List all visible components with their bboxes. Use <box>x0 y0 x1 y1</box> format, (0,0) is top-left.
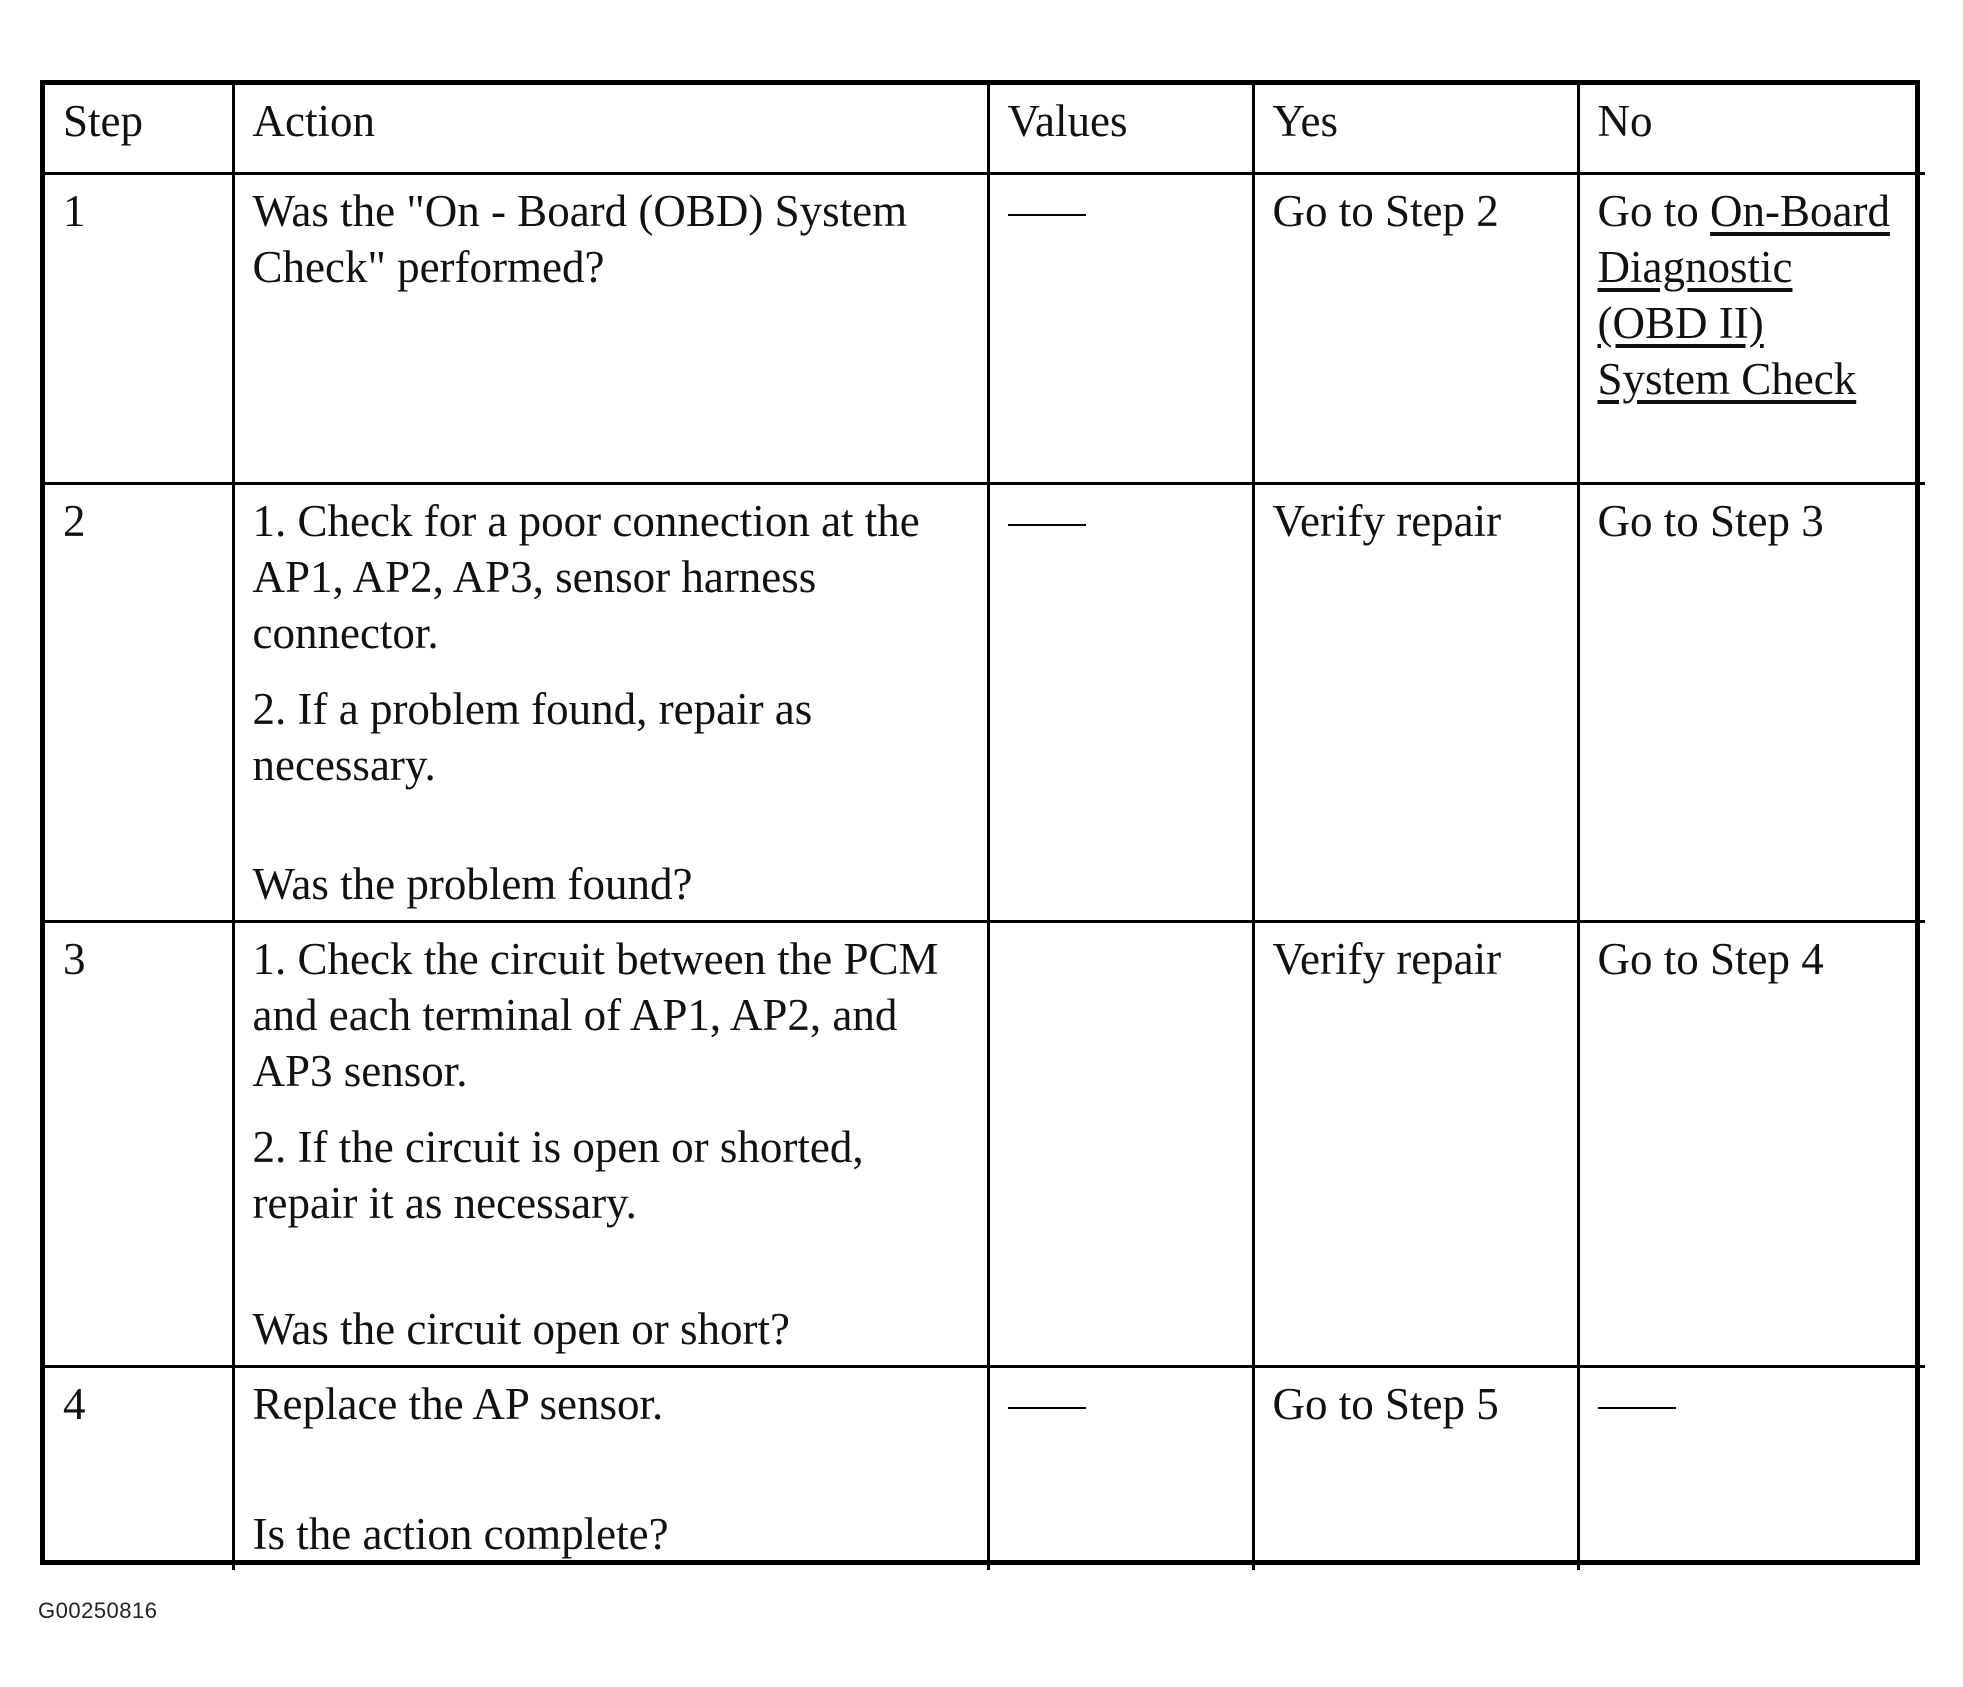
step-number: 2 <box>45 483 233 921</box>
figure-id-caption: G00250816 <box>38 1598 158 1623</box>
action-text: Replace the AP sensor. <box>252 1378 664 1429</box>
header-yes: Yes <box>1253 85 1578 173</box>
values-dash <box>1008 524 1086 526</box>
action-cell <box>233 921 988 1366</box>
header-no: No <box>1578 85 1925 173</box>
table-row <box>45 483 1925 921</box>
no-cell <box>1578 173 1925 483</box>
action-text: 1. Check the circuit between the PCM and each terminal of AP1, AP2, and AP3 sensor. <box>252 933 939 1096</box>
action-text: 2. If the circuit is open or shorted, repair it as necessary. <box>252 1121 864 1228</box>
values-cell <box>988 1366 1253 1570</box>
no-cell <box>1578 1366 1925 1570</box>
step-number: 3 <box>45 921 233 1366</box>
action-question: Was the circuit open or short? <box>252 1303 790 1354</box>
table-header-row <box>45 85 1925 173</box>
no-cell: Go to Step 4 <box>1578 921 1925 1366</box>
values-dash <box>1008 214 1086 216</box>
values-cell <box>988 173 1253 483</box>
action-cell <box>233 483 988 921</box>
values-cell <box>988 483 1253 921</box>
action-text: 1. Check for a poor connection at the AP1, AP2, AP3, sensor harness connector. <box>252 495 920 658</box>
action-cell <box>233 173 988 483</box>
yes-cell: Go to Step 5 <box>1253 1366 1578 1570</box>
table-row <box>45 1366 1925 1570</box>
values-cell <box>988 921 1253 1366</box>
yes-cell: Verify repair <box>1253 921 1578 1366</box>
diagnostic-table <box>45 85 1925 1570</box>
no-cell: Go to Step 3 <box>1578 483 1925 921</box>
header-values: Values <box>988 85 1253 173</box>
action-question: Was the problem found? <box>252 858 693 909</box>
action-question: Is the action complete? <box>252 1509 669 1559</box>
diagnostic-table-frame <box>40 80 1920 1565</box>
header-action: Action <box>233 85 988 173</box>
yes-cell: Go to Step 2 <box>1253 173 1578 483</box>
table-row <box>45 921 1925 1366</box>
step-number: 4 <box>45 1366 233 1570</box>
table-row <box>45 173 1925 483</box>
action-text: 2. If a problem found, repair as necessary. <box>252 683 813 790</box>
yes-cell: Verify repair <box>1253 483 1578 921</box>
action-cell <box>233 1366 988 1570</box>
header-step: Step <box>45 85 233 173</box>
action-text: Was the "On - Board (OBD) System Check" performed? <box>252 185 908 292</box>
obd-system-check-link[interactable]: On-Board Diagnostic (OBD II) System Check <box>1597 185 1890 404</box>
no-dash <box>1598 1407 1676 1409</box>
step-number: 1 <box>45 173 233 483</box>
no-prefix: Go to <box>1597 185 1710 236</box>
values-dash <box>1008 1407 1086 1409</box>
